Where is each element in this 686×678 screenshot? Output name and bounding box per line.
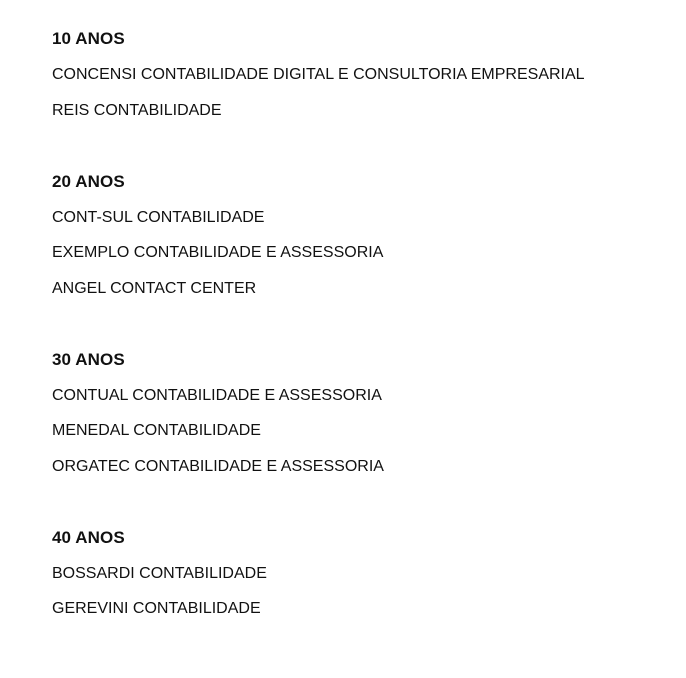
section-heading: 30 ANOS xyxy=(52,349,125,369)
company-name: CONCENSI CONTABILIDADE DIGITAL E CONSULTORIA EMPRESARIAL xyxy=(52,66,585,83)
section-30-anos xyxy=(52,349,672,478)
company-name: ORGATEC CONTABILIDADE E ASSESSORIA xyxy=(52,457,384,475)
company-name: REIS CONTABILIDADE xyxy=(52,101,222,119)
section-heading: 40 ANOS xyxy=(52,527,125,547)
company-name: EXEMPLO CONTABILIDADE E ASSESSORIA xyxy=(52,244,384,261)
section-10-anos xyxy=(52,28,672,122)
section-20-anos xyxy=(52,171,672,300)
section-heading: 20 ANOS xyxy=(52,171,125,191)
section-heading: 10 ANOS xyxy=(52,29,125,48)
section-40-anos xyxy=(52,527,672,621)
company-name: CONT-SUL CONTABILIDADE xyxy=(52,208,265,226)
company-name: GEREVINI CONTABILIDADE xyxy=(52,600,261,617)
anniversary-list xyxy=(52,28,672,620)
company-name: CONTUAL CONTABILIDADE E ASSESSORIA xyxy=(52,386,382,404)
company-name: ANGEL CONTACT CENTER xyxy=(52,279,257,297)
company-name: MENEDAL CONTABILIDADE xyxy=(52,422,261,439)
company-name: BOSSARDI CONTABILIDADE xyxy=(52,564,267,582)
